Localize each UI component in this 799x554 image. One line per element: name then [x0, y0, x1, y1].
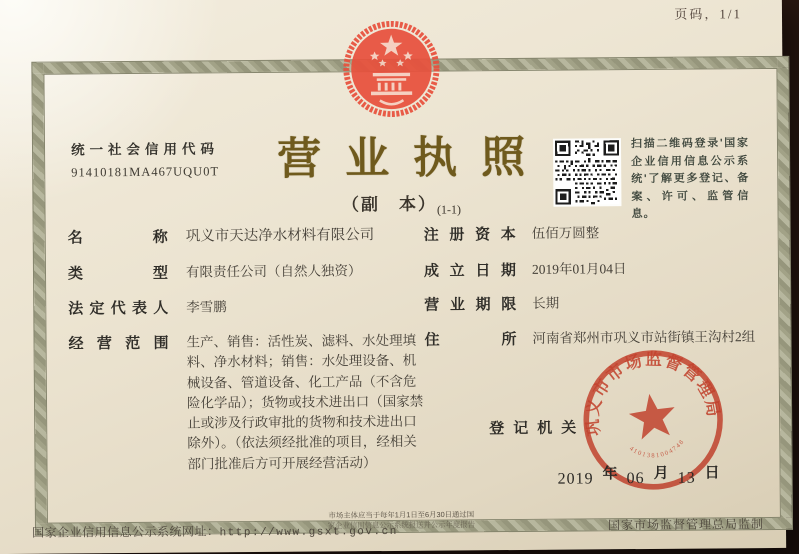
seal-code: 4101381004748 [628, 437, 687, 460]
field-name [68, 224, 375, 249]
year-char: 年 [602, 465, 618, 483]
field-type-label: 类型 [67, 264, 169, 283]
field-business-term [424, 293, 559, 315]
seal-text: 巩义市市场监督管理局 [582, 349, 724, 438]
field-name-value: 巩义市天达净水材料有限公司 [185, 227, 375, 245]
issue-month: 06 [626, 469, 645, 488]
field-business-term-value: 长期 [532, 295, 560, 311]
credit-code-value: 91410181MA467UQU0T [71, 164, 220, 180]
subtitle-page: (1-1) [436, 202, 462, 217]
field-legal-rep-value: 李雪鹏 [186, 299, 227, 315]
field-type-value: 有限责任公司（自然人独资） [185, 263, 362, 280]
field-legal-rep-label: 法定代表人 [68, 299, 169, 318]
field-establish-date-value: 2019年01月04日 [531, 261, 627, 277]
national-emblem-icon [342, 20, 441, 119]
footer-notice-line2: 家企业信用信息公示系统报送并公示年度报告 [327, 520, 476, 530]
qr-caption: 扫描二维码登录'国家企业信用信息公示系统'了解更多登记、备案、许可、监管信息。 [630, 137, 750, 221]
field-type [68, 260, 362, 284]
field-address-label: 住所 [424, 330, 517, 349]
day-char: 日 [704, 464, 720, 482]
credit-code-label: 统一社会信用代码 [70, 141, 220, 158]
field-business-scope-label: 经营范围 [68, 334, 169, 353]
field-reg-capital [424, 222, 600, 245]
footer-site-label: 国家企业信用信息公示系统网址： [31, 524, 220, 540]
month-char: 月 [653, 464, 669, 482]
field-business-scope [68, 330, 425, 476]
issue-year: 2019 [557, 470, 594, 488]
field-business-term-label: 营业期限 [424, 295, 517, 314]
qr-code-icon [553, 138, 622, 207]
registrar-label: 登记机关 [489, 419, 586, 438]
field-name-label: 名称 [67, 228, 168, 247]
page-number: 页码，1/1 [674, 6, 743, 22]
footer-site-url: http://www.gsxt.gov.cn [219, 525, 398, 540]
subtitle-text: （副 本） [341, 194, 438, 215]
footer-annual-report-notice [314, 510, 489, 531]
field-reg-capital-label: 注册资本 [423, 225, 516, 244]
issue-day: 13 [677, 469, 696, 487]
license-title: 营业执照 [276, 132, 550, 184]
footer-notice-line1: 市场主体应当于每年1月1日至6月30日通过国 [328, 510, 475, 520]
issue-date [557, 461, 772, 488]
field-establish-date [424, 258, 627, 281]
field-reg-capital-value: 伍佰万圆整 [531, 225, 600, 241]
field-establish-date-label: 成立日期 [423, 261, 517, 280]
field-legal-rep [68, 296, 227, 318]
field-address-value: 河南省郑州市巩义市站街镇王沟村2组 [532, 329, 756, 346]
footer-issuer: 国家市场监督管理总局监制 [607, 517, 765, 533]
field-business-scope-value: 生产、销售：活性炭、滤料、水处理填料、净水材料；销售：水处理设备、机械设备、管道设备、化工产品（不含危险化学品）；货物或技术进出口（国家禁止或涉及行政审批的货物和技术进出口除外）。（依法须经批准的项目，经相关部门批准后方可开展经营活动） [186, 332, 424, 472]
license-subtitle [246, 189, 556, 219]
svg-text:4101381004748 [627, 437, 688, 463]
